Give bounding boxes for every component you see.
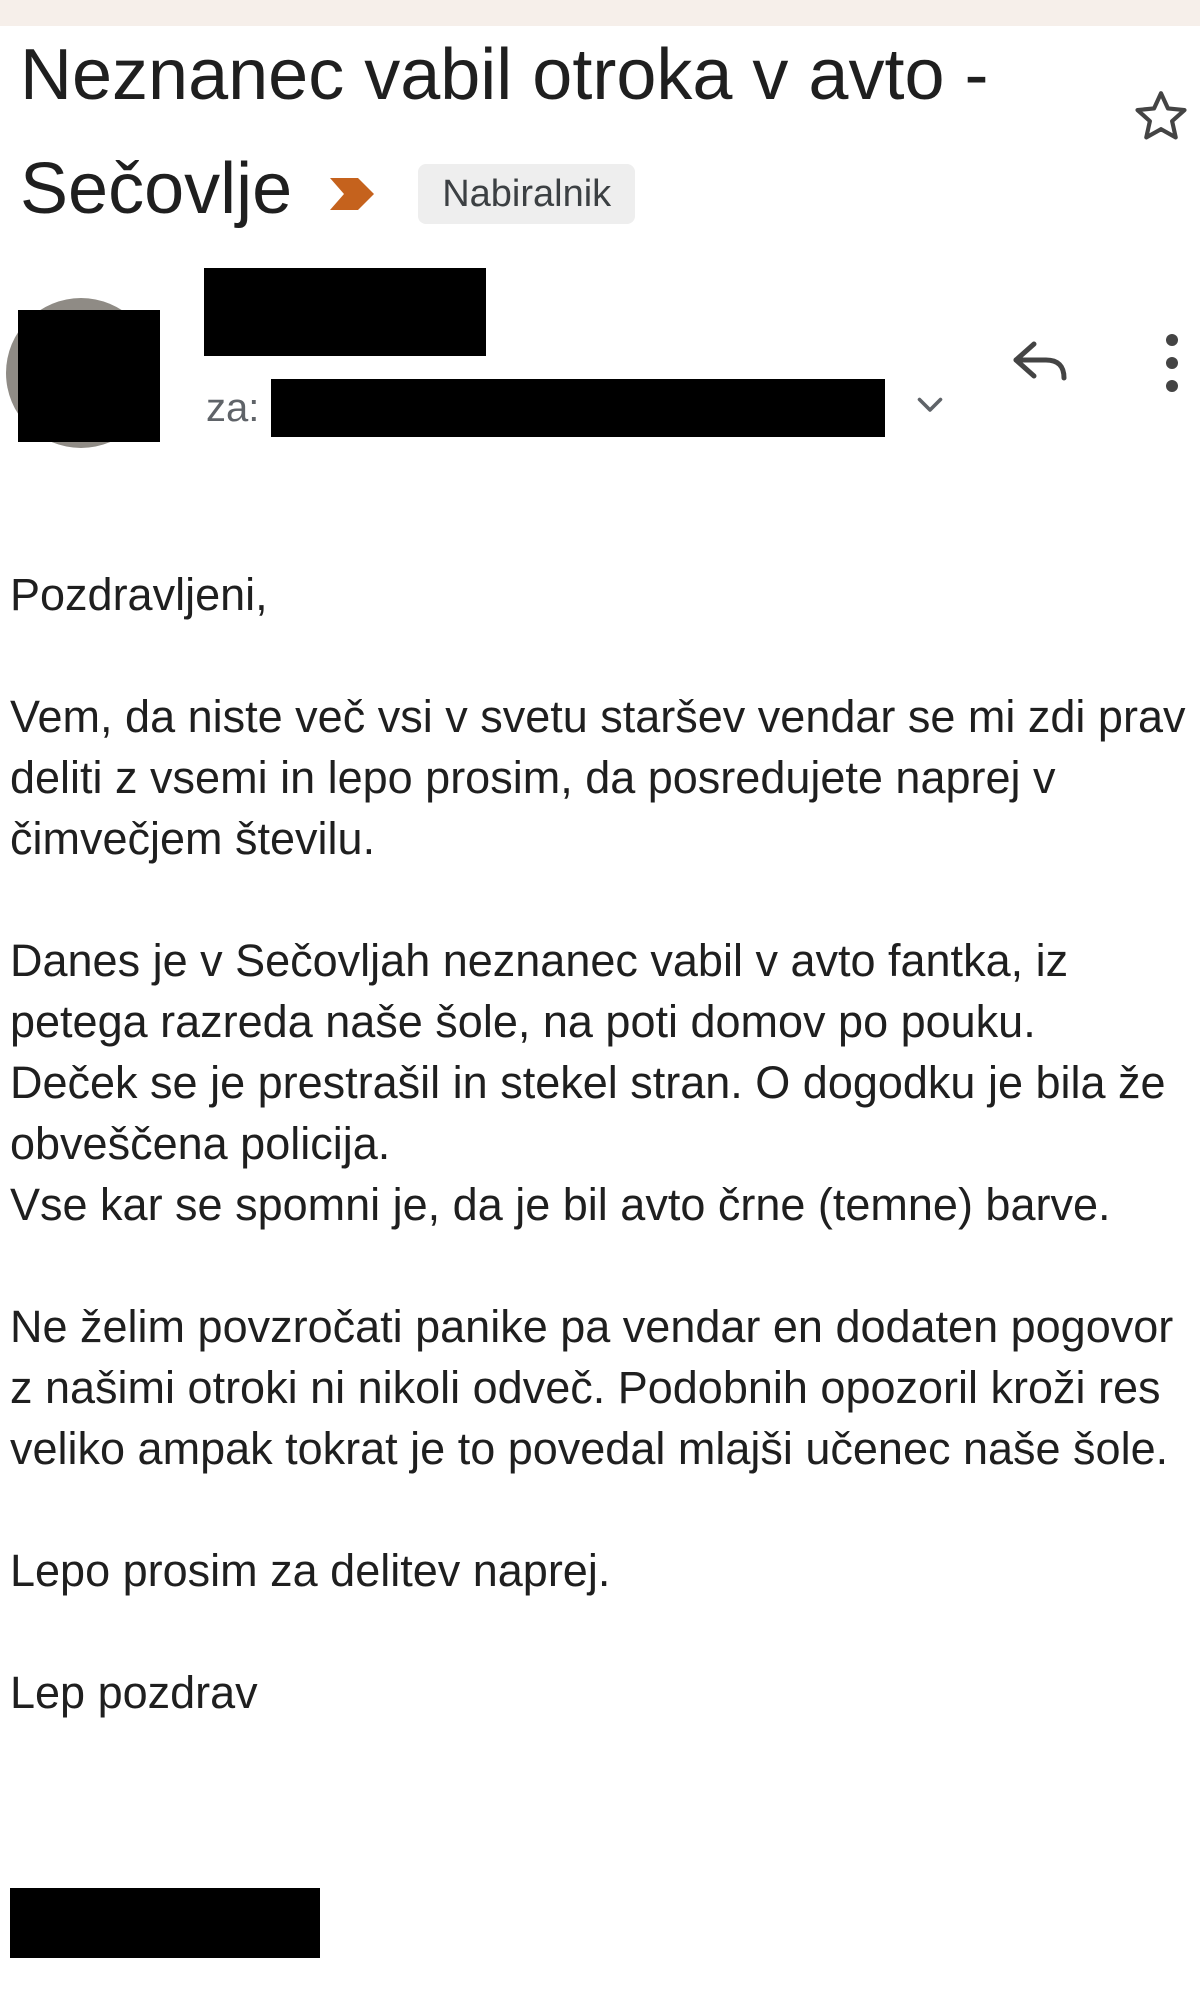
- chevron-down-icon[interactable]: [912, 386, 948, 422]
- recipient-row[interactable]: [206, 380, 885, 436]
- email-body: [10, 564, 1190, 1723]
- sender-name-redaction: [204, 268, 486, 356]
- star-icon[interactable]: [1130, 86, 1192, 148]
- label-chip-inbox[interactable]: Nabiralnik: [418, 164, 635, 224]
- body-paragraph-4: Lepo prosim za delitev naprej.: [10, 1545, 611, 1596]
- closing: Lep pozdrav: [10, 1667, 258, 1718]
- more-vert-icon[interactable]: [1152, 330, 1192, 396]
- greeting: Pozdravljeni,: [10, 569, 268, 620]
- email-subject: [20, 18, 1100, 246]
- reply-icon[interactable]: [1010, 336, 1070, 386]
- to-label: za:: [206, 385, 260, 430]
- label-arrow-icon: [328, 174, 378, 214]
- body-paragraph-3: Ne želim povzročati panike pa vendar en dodaten pogovor z našimi otroki ni nikoli odveč. Podobnih opozoril kroži res veliko ampak tokrat je to povedal mlajši učenec naše šole.: [10, 1301, 1174, 1474]
- body-paragraph-2-line-3: Vse kar se spomni je, da je bil avto črne (temne) barve.: [10, 1179, 1111, 1230]
- signature-redaction: [10, 1888, 320, 1958]
- body-paragraph-2-line-1: Danes je v Sečovljah neznanec vabil v avto fantka, iz petega razreda naše šole, na poti domov po pouku.: [10, 935, 1069, 1047]
- body-paragraph-1: Vem, da niste več vsi v svetu staršev vendar se mi zdi prav deliti z vsemi in lepo prosim, da posredujete naprej v čimvečjem številu.: [10, 691, 1186, 864]
- avatar-redaction: [18, 310, 160, 442]
- subject-text: Neznanec vabil otroka v avto - Sečovlje: [20, 35, 989, 229]
- body-paragraph-2-line-2: Deček se je prestrašil in stekel stran. O dogodku je bila že obveščena policija.: [10, 1057, 1166, 1169]
- recipient-redaction: [271, 379, 885, 437]
